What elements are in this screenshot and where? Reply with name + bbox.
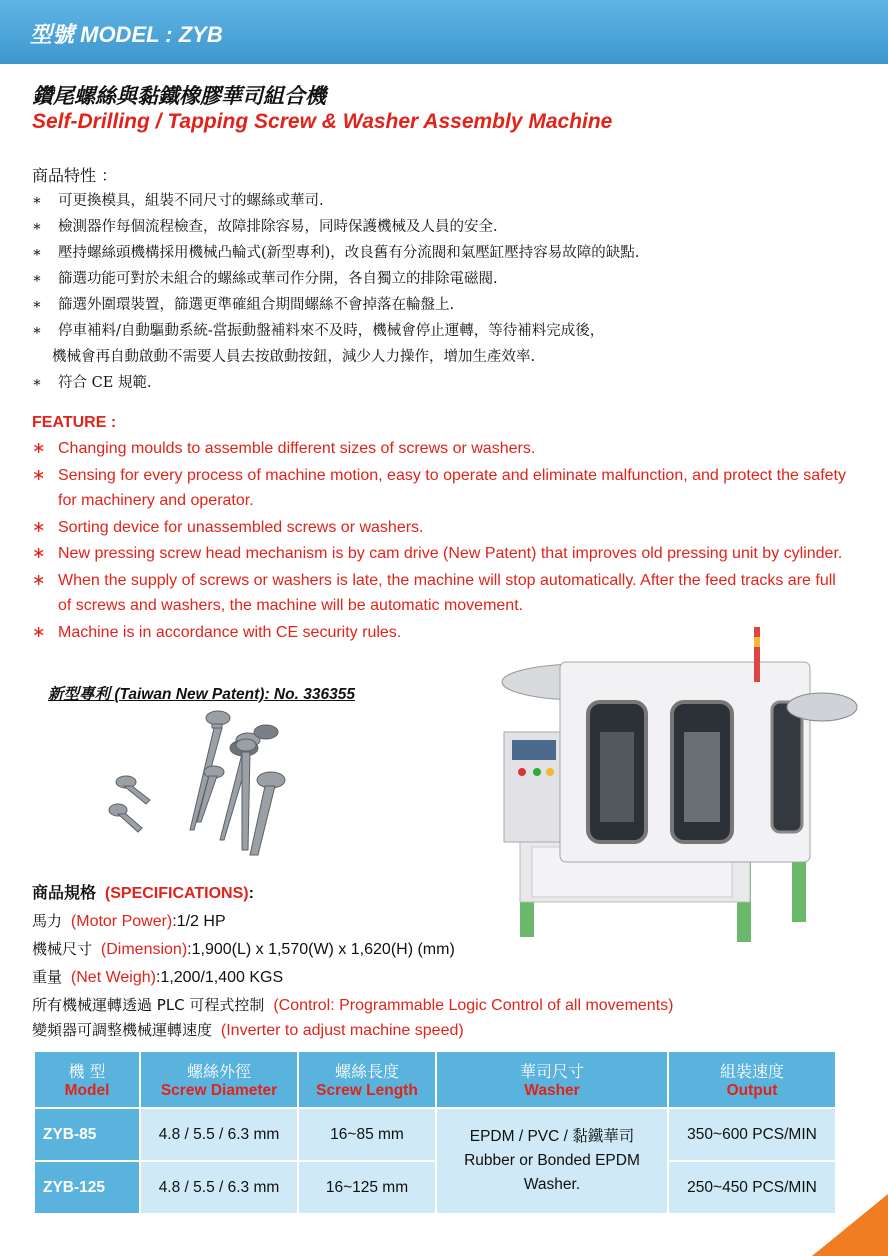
- table-header-row: [35, 1052, 835, 1107]
- cell-output: 350~600 PCS/MIN: [669, 1109, 835, 1160]
- list-item: ∗ 可更換模具，組裝不同尺寸的螺絲或華司.: [32, 193, 324, 209]
- header-model: 機 型 Model: [35, 1052, 139, 1107]
- corner-decoration: [812, 1194, 888, 1256]
- screw-products-photo: [96, 700, 396, 870]
- spec-control: 所有機械運轉透過 PLC 可程式控制 (Control: Programmable Logic Control of all movements): [32, 996, 674, 1014]
- header-washer: 華司尺寸 Washer: [437, 1052, 667, 1107]
- table-row: [35, 1162, 835, 1213]
- features-en-list: [32, 436, 852, 646]
- cell-washer: EPDM / PVC / 黏鐵華司 Rubber or Bonded EPDM Washer.: [437, 1109, 667, 1213]
- model-label: 型號 MODEL : ZYB: [30, 22, 223, 47]
- spec-inverter: 變頻器可調整機械運轉速度 (Inverter to adjust machine speed): [32, 1021, 464, 1039]
- patent-info: 新型專利 (Taiwan New Patent): No. 336355: [48, 686, 355, 703]
- list-item: ∗ Sorting device for unassembled screws or washers.: [32, 518, 424, 536]
- list-item: ∗ Machine is in accordance with CE security rules.: [32, 623, 402, 641]
- spec-dimension: 機械尺寸 (Dimension):1,900(L) x 1,570(W) x 1,620(H) (mm): [32, 940, 455, 958]
- list-item: ∗ 符合 CE 規範.: [32, 375, 152, 391]
- cell-output: 250~450 PCS/MIN: [669, 1162, 835, 1213]
- list-item: ∗ 篩選功能可對於未組合的螺絲或華司作分開，各自獨立的排除電磁閥.: [32, 271, 498, 287]
- header-length: 螺絲長度 Screw Length: [299, 1052, 435, 1107]
- list-item-continuation: 機械會再自動啟動不需要人員去按啟動按鈕，減少人力操作，增加生產效率.: [52, 349, 536, 365]
- header-bar: [0, 0, 888, 64]
- features-zh-label: 商品特性 ：: [32, 166, 118, 185]
- cell-model: ZYB-125: [35, 1162, 139, 1213]
- cell-length: 16~85 mm: [299, 1109, 435, 1160]
- list-item: ∗ 篩選外圍環裝置，篩選更準確組合期間螺絲不會掉落在輪盤上.: [32, 297, 455, 313]
- title-en: Self-Drilling / Tapping Screw & Washer Assembly Machine: [32, 110, 613, 133]
- list-item: ∗ 停車補料/自動驅動系統-當振動盤補料來不及時，機械會停止運轉，等待補料完成後，: [32, 323, 605, 339]
- table-row: [35, 1109, 835, 1160]
- list-item: ∗ New pressing screw head mechanism is by cam drive (New Patent) that improves old pressing unit by cylinder.: [32, 545, 843, 562]
- header-output: 組裝速度 Output: [669, 1052, 835, 1107]
- header-diameter: 螺絲外徑 Screw Diameter: [141, 1052, 297, 1107]
- specs-label: 商品規格 (SPECIFICATIONS):: [32, 885, 254, 902]
- spec-table: [33, 1050, 837, 1215]
- spec-power: 馬力 (Motor Power):1/2 HP: [32, 912, 226, 930]
- features-zh-list: [32, 188, 832, 396]
- cell-diameter: 4.8 / 5.5 / 6.3 mm: [141, 1109, 297, 1160]
- spec-weight: 重量 (Net Weigh):1,200/1,400 KGS: [32, 968, 284, 986]
- list-item: ∗ Sensing for every process of machine motion, easy to operate and eliminate malfunction, and protect the safety for machinery and operator.: [32, 466, 846, 509]
- cell-model: ZYB-85: [35, 1109, 139, 1160]
- list-item: ∗ 壓持螺絲頭機構採用機械凸輪式(新型專利)，改良舊有分流閥和氣壓缸壓持容易故障的缺點.: [32, 245, 640, 261]
- feature-label: FEATURE :: [32, 414, 117, 431]
- assembly-machine-photo: [492, 622, 862, 952]
- list-item: ∗ When the supply of screws or washers is late, the machine will stop automatically. After the feed tracks are full of screws and washers, the machine will be automatic movement.: [32, 571, 836, 614]
- list-item: ∗ 檢測器作每個流程檢查，故障排除容易，同時保護機械及人員的安全.: [32, 219, 498, 235]
- cell-length: 16~125 mm: [299, 1162, 435, 1213]
- cell-diameter: 4.8 / 5.5 / 6.3 mm: [141, 1162, 297, 1213]
- list-item: ∗ Changing moulds to assemble different sizes of screws or washers.: [32, 440, 536, 457]
- title-zh: 鑽尾螺絲與黏鐵橡膠華司組合機: [32, 84, 326, 108]
